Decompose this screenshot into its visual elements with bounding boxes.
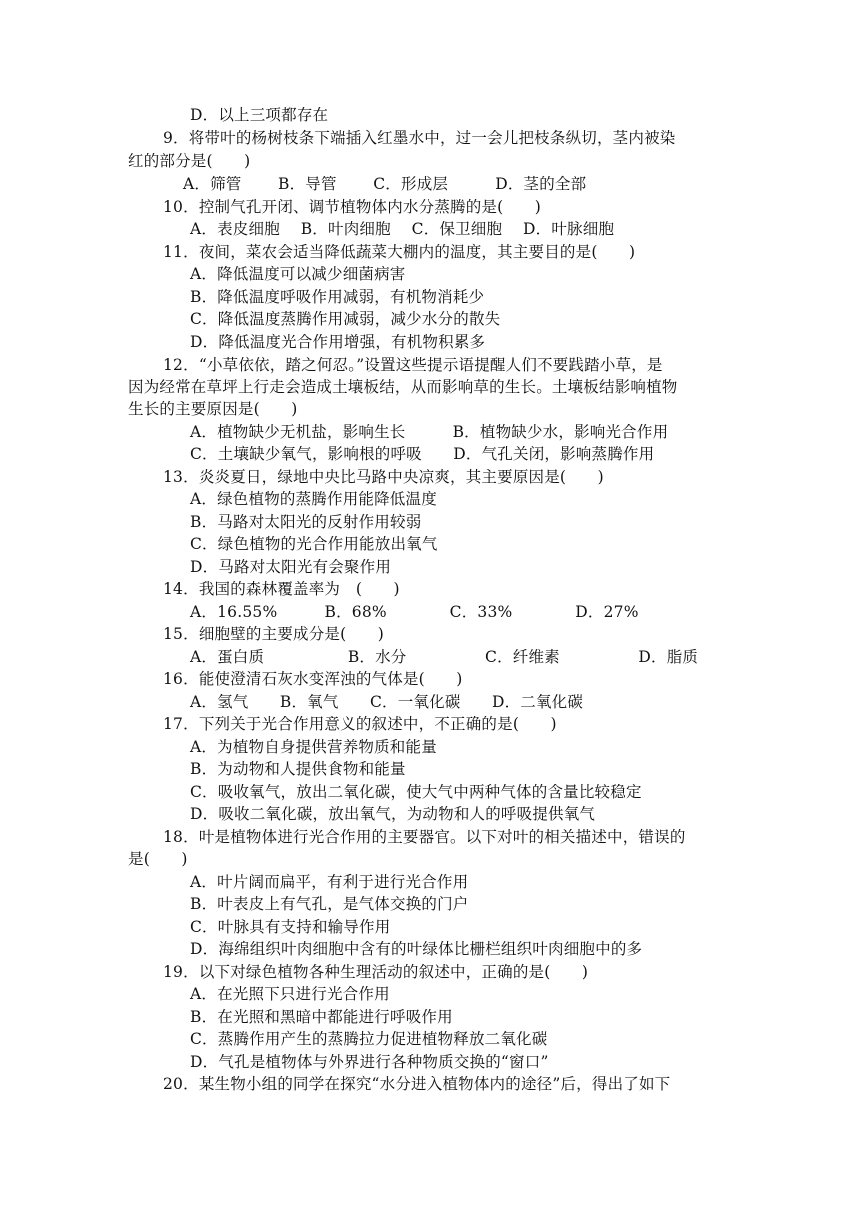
q12-stem-cont1: 因为经常在草坪上行走会造成土壤板结，从而影响草的生长。土壤板结影响植物 bbox=[128, 378, 678, 396]
q12-options-cd: C．土壤缺少氧气，影响根的呼吸 D．气孔关闭，影响蒸腾作用 bbox=[190, 445, 655, 463]
q14-options: A．16.55% B．68% C．33% D．27% bbox=[190, 603, 639, 621]
q19-option-d: D．气孔是植物体与外界进行各种物质交换的“窗口” bbox=[190, 1053, 549, 1071]
q13-stem: 13．炎炎夏日，绿地中央比马路中央凉爽，其主要原因是( ) bbox=[163, 468, 604, 486]
q17-stem: 17．下列关于光合作用意义的叙述中，不正确的是( ) bbox=[163, 715, 557, 733]
q12-options-ab: A．植物缺少无机盐，影响生长 B．植物缺少水，影响光合作用 bbox=[190, 423, 669, 441]
q17-option-c: C．吸收氧气，放出二氧化碳，使大气中两种气体的含量比较稳定 bbox=[190, 783, 642, 801]
q11-option-c: C．降低温度蒸腾作用减弱，减少水分的散失 bbox=[190, 310, 501, 328]
q13-option-b: B．马路对太阳光的反射作用较弱 bbox=[190, 513, 422, 531]
q9-options: A．筛管 B．导管 C．形成层 D．茎的全部 bbox=[183, 175, 587, 193]
q17-option-b: B．为动物和人提供食物和能量 bbox=[190, 760, 406, 778]
q13-option-a: A．绿色植物的蒸腾作用能降低温度 bbox=[190, 490, 437, 508]
q10-stem: 10．控制气孔开闭、调节植物体内水分蒸腾的是( ) bbox=[163, 198, 542, 216]
q16-options: A．氢气 B．氧气 C．一氧化碳 D．二氧化碳 bbox=[190, 693, 584, 711]
q18-option-d: D．海绵组织叶肉细胞中含有的叶绿体比栅栏组织叶肉细胞中的多 bbox=[190, 940, 643, 958]
q17-option-d: D．吸收二氧化碳，放出氧气，为动物和人的呼吸提供氧气 bbox=[190, 805, 596, 823]
q9-stem-cont: 红的部分是( ) bbox=[128, 152, 251, 170]
q13-option-c: C．绿色植物的光合作用能放出氧气 bbox=[190, 535, 438, 553]
q11-stem: 11．夜间，菜农会适当降低蔬菜大棚内的温度，其主要目的是( ) bbox=[163, 243, 636, 261]
q11-option-d: D．降低温度光合作用增强，有机物积累多 bbox=[190, 333, 486, 351]
q14-stem: 14．我国的森林覆盖率为 ( ) bbox=[163, 580, 400, 598]
q16-stem: 16．能使澄清石灰水变浑浊的气体是( ) bbox=[163, 670, 463, 688]
q13-option-d: D．马路对太阳光有会聚作用 bbox=[190, 558, 392, 576]
q18-stem-cont: 是( ) bbox=[128, 850, 188, 868]
q17-option-a: A．为植物自身提供营养物质和能量 bbox=[190, 738, 437, 756]
q19-option-a: A．在光照下只进行光合作用 bbox=[190, 985, 390, 1003]
q19-option-c: C．蒸腾作用产生的蒸腾拉力促进植物释放二氧化碳 bbox=[190, 1030, 548, 1048]
q20-stem: 20．某生物小组的同学在探究“水分进入植物体内的途径”后，得出了如下 bbox=[163, 1075, 671, 1093]
q18-stem: 18．叶是植物体进行光合作用的主要器官。以下对叶的相关描述中，错误的 bbox=[163, 828, 686, 846]
q11-option-a: A．降低温度可以减少细菌病害 bbox=[190, 265, 406, 283]
q18-option-a: A．叶片阔而扁平，有利于进行光合作用 bbox=[190, 873, 469, 891]
q12-stem-cont2: 生长的主要原因是( ) bbox=[128, 400, 298, 418]
q12-stem: 12．“小草依依，踏之何忍。”设置这些提示语提醒人们不要践踏小草，是 bbox=[163, 356, 663, 374]
q10-options: A．表皮细胞 B．叶肉细胞 C．保卫细胞 D．叶脉细胞 bbox=[190, 220, 615, 238]
q15-options: A．蛋白质 B．水分 C．纤维素 D．脂质 bbox=[190, 648, 699, 666]
q19-option-b: B．在光照和黑暗中都能进行呼吸作用 bbox=[190, 1008, 453, 1026]
q11-option-b: B．降低温度呼吸作用减弱，有机物消耗少 bbox=[190, 288, 485, 306]
q8-option-d: D．以上三项都存在 bbox=[190, 106, 329, 124]
q9-stem: 9．将带叶的杨树枝条下端插入红墨水中，过一会儿把枝条纵切，茎内被染 bbox=[163, 129, 676, 147]
q18-option-c: C．叶脉具有支持和输导作用 bbox=[190, 918, 391, 936]
q18-option-b: B．叶表皮上有气孔，是气体交换的门户 bbox=[190, 895, 469, 913]
q19-stem: 19．以下对绿色植物各种生理活动的叙述中，正确的是( ) bbox=[163, 963, 589, 981]
q15-stem: 15．细胞壁的主要成分是( ) bbox=[163, 625, 385, 643]
